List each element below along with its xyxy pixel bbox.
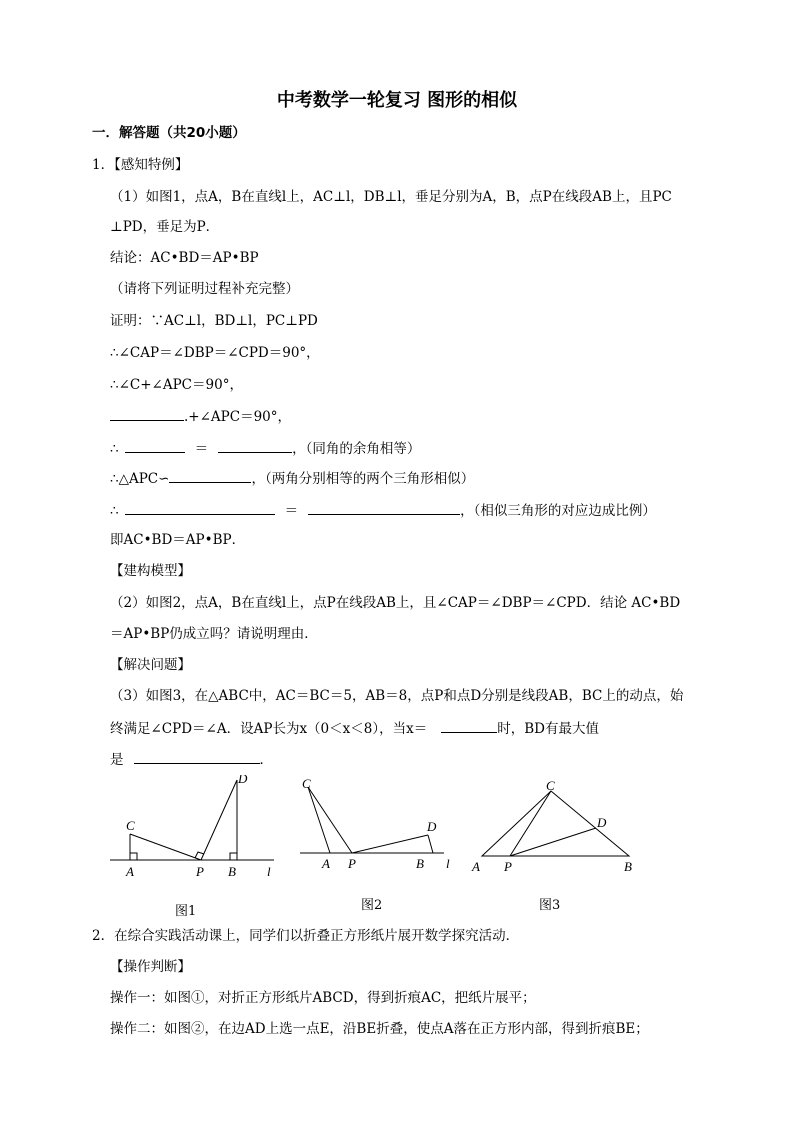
q1-conclusion: 结论：AC•BD＝AP•BP	[110, 250, 259, 266]
therefore-symbol: ∴	[110, 441, 119, 457]
proof-5-reason: ，（两角分别相等的两个三角形相似）	[251, 471, 475, 487]
question-1-header	[92, 156, 188, 174]
q2-operation-1: 操作一：如图①，对折正方形纸片ABCD，得到折痕AC，把纸片展平；	[110, 990, 536, 1006]
label-A: A	[472, 859, 480, 874]
label-D: D	[238, 775, 248, 786]
label-l: l	[267, 864, 271, 879]
q1-proof-4	[110, 438, 420, 458]
q1-part2-line1: （2）如图2，点A，B在直线l上，点P在线段AB上，且∠CAP＝∠DBP＝∠CPD．结论 AC•BD	[110, 595, 681, 611]
equals-sign: ＝	[194, 441, 209, 457]
proof-3-text: +∠APC＝90°，	[188, 409, 292, 425]
figure-2	[296, 775, 461, 875]
q1-proof-7: 即AC•BD＝AP•BP．	[110, 532, 246, 548]
label-l: l	[446, 856, 450, 871]
tag-build-model: 【建构模型】	[110, 563, 191, 579]
part3-text-tail: 时，BD有最大值	[497, 721, 599, 737]
figure-3	[466, 775, 646, 880]
part3-text: 是	[110, 752, 124, 768]
label-A: A	[322, 856, 330, 871]
label-C: C	[302, 776, 311, 791]
label-P: P	[504, 859, 512, 874]
label-B: B	[624, 859, 632, 874]
proof-5-text: ∴△APC∽	[110, 471, 170, 487]
tag-solve-problem: 【解决问题】	[110, 657, 191, 673]
answer-blank[interactable]	[125, 500, 275, 515]
equals-sign: ＝	[284, 503, 299, 519]
section-heading: 一．解答题（共20小题）	[92, 125, 246, 141]
label-C: C	[126, 818, 135, 833]
page-title: 中考数学一轮复习 图形的相似	[276, 90, 518, 111]
q1-part2-line2: ＝AP•BP仍成立吗？请说明理由．	[110, 626, 318, 642]
label-B: B	[228, 864, 236, 879]
answer-blank[interactable]	[169, 468, 251, 483]
q1-proof-0: 证明：∵AC⊥l，BD⊥l，PC⊥PD	[110, 313, 318, 329]
question-number: 1．	[92, 157, 115, 173]
part3-period: ．	[259, 752, 273, 768]
q1-note: （请将下列证明过程补充完整）	[110, 281, 299, 297]
q1-proof-6	[110, 500, 656, 520]
answer-blank[interactable]	[441, 718, 497, 733]
q1-part3-line3	[110, 749, 273, 769]
q1-part1-line1: （1）如图1，点A，B在直线l上，AC⊥l，DB⊥l，垂足分别为A，B，点P在线段AB上，且PC	[110, 189, 672, 205]
label-C: C	[546, 778, 555, 793]
q1-proof-1: ∴∠CAP＝∠DBP＝∠CPD＝90°，	[110, 345, 320, 361]
q1-part3-line1: （3）如图3，在△ABC中，AC＝BC＝5，AB＝8，点P和点D分别是线段AB，BC上的动点，始	[110, 688, 684, 704]
answer-blank[interactable]	[125, 438, 185, 453]
label-D: D	[597, 815, 607, 830]
figure-2-caption: 图2	[361, 898, 383, 913]
answer-blank[interactable]	[110, 406, 184, 421]
tag-operation-judgment: 【操作判断】	[110, 959, 191, 975]
proof-4-reason: ，（同角的余角相等）	[292, 441, 421, 457]
q1-proof-5	[110, 468, 474, 488]
therefore-symbol: ∴	[110, 503, 119, 519]
label-P: P	[196, 864, 204, 879]
question-number: 2．	[92, 928, 115, 944]
figure-1-caption: 图1	[175, 904, 197, 919]
figure-1	[104, 775, 284, 885]
label-D: D	[427, 819, 437, 834]
q1-part1-line2: ⊥PD，垂足为P．	[110, 219, 220, 235]
answer-blank[interactable]	[308, 500, 460, 515]
label-P: P	[348, 856, 356, 871]
answer-blank[interactable]	[218, 438, 292, 453]
figure-3-caption: 图3	[539, 898, 561, 913]
q1-proof-3: .+∠APC＝90°，	[110, 406, 291, 426]
tag-perception: 【感知特例】	[114, 157, 189, 173]
proof-6-reason: ，（相似三角形的对应边成比例）	[460, 503, 656, 519]
q1-proof-2: ∴∠C+∠APC＝90°，	[110, 377, 243, 393]
answer-blank[interactable]	[134, 749, 260, 764]
label-A: A	[126, 864, 134, 879]
question-2-text: 在综合实践活动课上，同学们以折叠正方形纸片展开数学探究活动．	[114, 928, 520, 944]
question-2-intro	[92, 927, 519, 945]
q1-part3-line2	[110, 718, 599, 738]
q2-operation-2: 操作二：如图②，在边AD上选一点E，沿BE折叠，使点A落在正方形内部，得到折痕BE；	[110, 1021, 649, 1037]
part3-text: 终满足∠CPD＝∠A．设AP长为x（0＜x＜8），当x＝	[110, 721, 428, 737]
label-B: B	[416, 856, 424, 871]
